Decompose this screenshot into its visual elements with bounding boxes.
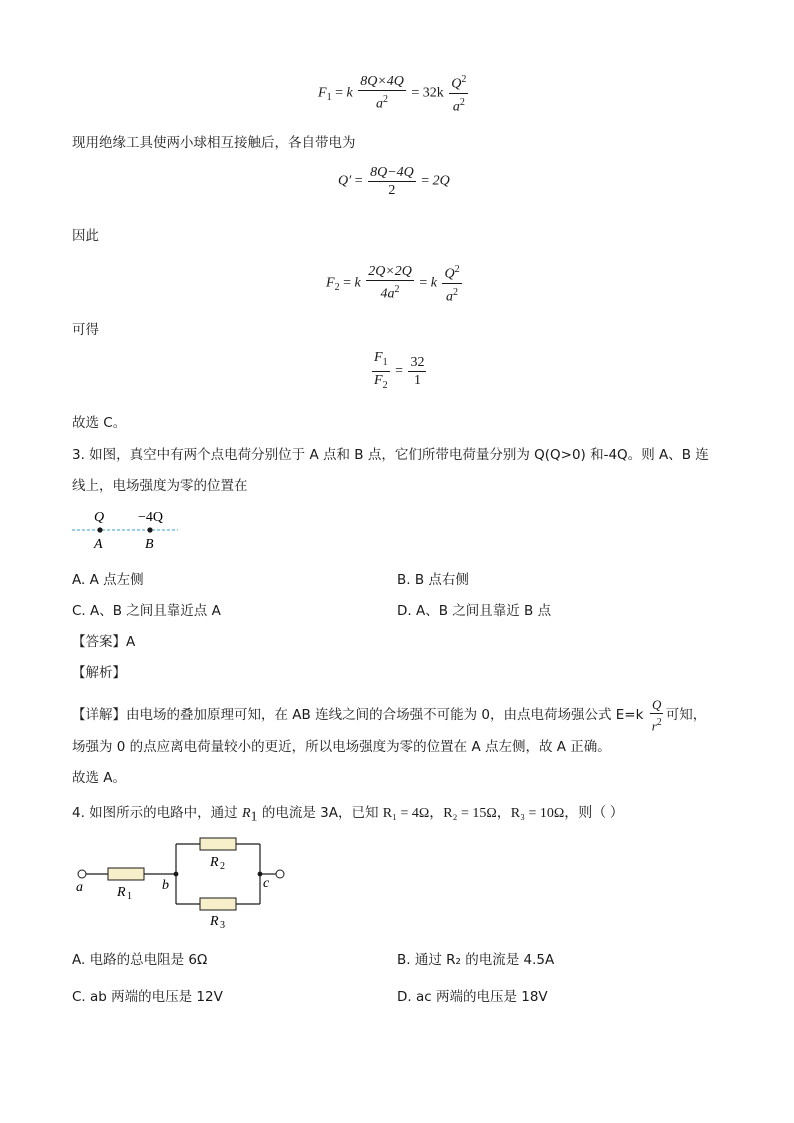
q3-point-b [147,527,152,532]
r1-label-sub: 1 [127,891,132,902]
q3-answer-value: A [126,634,136,650]
q4-option-c: C. ab 两端的电压是 12V [72,989,223,1005]
eq-f2-den2-sup: 2 [453,286,459,298]
q3-detail-formula-den: r [651,718,657,734]
eq-ratio-frac1 [372,350,390,393]
r1-label: R [117,885,126,900]
eq-q-rhs: 2Q [432,173,450,189]
eq-f1-num1: 8Q×4Q [360,74,404,90]
eq-f1-lhs: F [318,85,327,101]
line-choose-c: 故选 C。 [72,415,127,431]
q3-point-a [97,527,102,532]
q3-option-d: D. A、B 之间且靠近 B 点 [397,603,552,619]
eq-q-frac [368,165,416,198]
eq-f2-frac1 [366,264,414,302]
r3-label-sub: 3 [220,920,225,931]
eq-f1-den2-sup: 2 [459,96,465,108]
eq-f1-den1: a [376,96,384,112]
eq-f1-coef: 32k [422,85,444,101]
eq-f2-lhs: F [326,275,335,291]
q3-charge-a-label: Q [94,510,105,525]
q3-stem-line2: 线上，电场强度为零的位置在 [72,478,248,494]
eq-f2-num2: Q [444,266,455,282]
q3-answer-label: 【答案】 [72,634,126,650]
eq-q-num: 8Q−4Q [370,165,414,180]
q3-option-c: C. A、B 之间且靠近点 A [72,603,221,619]
line-contact: 现用绝缘工具使两小球相互接触后，各自带电为 [72,135,356,151]
q4-stem-mid: 的电流是 3A，已知 [257,805,383,821]
q3-detail-line1 [72,697,706,733]
eq-f1-lhs-sub: 1 [326,92,332,104]
eq-f1-num2: Q [451,76,462,92]
q4-stem-r1: R [241,806,251,821]
eq-f1-den2: a [452,99,460,115]
q4-stem [72,801,624,826]
q3-detail-label: 【详解】 [72,707,126,724]
eq-f1-k: k [346,85,353,101]
q3-point-b-label: B [145,537,154,551]
eq-f1-frac1 [358,74,406,112]
node-c-label: c [263,876,270,891]
q3-detail-line2: 场强为 0 的点应离电荷量较小的更近，所以电场强度为零的位置在 A 点左侧，故 A 正确。 [72,739,611,755]
eq-f2-lhs-sub: 2 [334,282,340,294]
q3-detail-formula-den-sup: 2 [656,717,662,728]
eq-ratio-den: F [374,372,383,388]
eq-q-lhs: Q′ [338,173,352,189]
q4-option-b: B. 通过 R₂ 的电流是 4.5A [397,952,555,968]
eq-f2-den2: a [446,289,454,305]
q4-option-d: D. ac 两端的电压是 18V [397,989,548,1005]
q3-stem-line1: 3. 如图，真空中有两个点电荷分别位于 A 点和 B 点，它们所带电荷量分别为 Q(Q>0) 和-4Q。则 A、B 连 [72,447,709,463]
eq-ratio-num: F [374,350,383,365]
eq-f2-den1: 4a [380,286,395,302]
q3-detail-text1-end: 可知， [665,707,707,724]
eq-q-den: 2 [388,183,396,198]
eq-ratio-rnum: 32 [410,354,425,370]
q3-option-b: B. B 点右侧 [397,572,469,588]
line-therefore: 因此 [72,228,99,244]
eq-f2-num1: 2Q×2Q [368,264,412,280]
eq-ratio-num-sub: 1 [382,356,388,368]
r3-label: R [210,914,219,929]
eq-f2-k2: k [430,275,437,291]
node-a-label: a [76,880,83,895]
eq-f2-num2-sup: 2 [454,264,460,275]
q3-answer [72,630,135,650]
q4-stem-values: R₁ = 4Ω，R₂ = 15Ω，R₃ = 10Ω，则（ ） [382,806,624,821]
q3-analysis-label: 【解析】 [72,665,126,681]
resistor-r3 [200,898,236,910]
eq-f2-k1: k [354,275,361,291]
r2-label: R [210,855,219,870]
equation-q-prime: Q′ = $\frac{8Q-4Q}{2}$ = 2Q [338,165,450,198]
eq-ratio-den-sub: 2 [382,379,388,391]
q3-choose: 故选 A。 [72,770,127,786]
q3-charge-b-label: −4Q [138,510,164,525]
q3-option-a: A. A 点左侧 [72,572,144,588]
terminal-c [276,870,284,878]
resistor-r2 [200,838,236,850]
r2-label-sub: 2 [220,861,225,872]
q3-detail-text1: 由电场的叠加原理可知，在 AB 连线之间的合场强不可能为 0，由点电荷场强公式 E=k [126,707,644,724]
eq-f2-den1-sup: 2 [394,284,400,296]
q4-stem-r1-sub: 1 [250,809,258,825]
q3-point-a-label: A [94,537,103,551]
equation-f2: $F_2 = k$ $\frac{2Q\times 2Q}{4a^2}$ = k $\frac{Q^2}{a^2}$ [326,264,460,305]
node-b-label: b [162,878,169,893]
eq-f1-den1-sup: 2 [383,94,389,106]
q4-stem-prefix: 4. 如图所示的电路中，通过 [72,805,242,821]
eq-ratio-frac2 [408,355,426,388]
equation-ratio: $\frac{F_1}{F_2}$ = $\frac{32}{1}$ [374,350,425,391]
eq-f2-frac2 [442,262,461,304]
eq-f1-num2-sup: 2 [461,74,467,85]
eq-ratio-rden: 1 [413,372,421,388]
q4-option-a: A. 电路的总电阻是 6Ω [72,952,208,968]
q3-detail-formula [650,697,664,733]
eq-f1-frac2 [449,72,468,114]
q3-detail-formula-num: Q [652,697,662,712]
q3-charge-figure [70,505,182,551]
line-get: 可得 [72,322,99,338]
terminal-a [78,870,86,878]
resistor-r1 [108,868,144,880]
equation-f1: $F_1 = k$ $\frac{8Q\times 4Q}{a^2}$ = 32k $\frac{Q^2}{a^2}$ [318,74,467,115]
q4-circuit-diagram [70,828,300,932]
